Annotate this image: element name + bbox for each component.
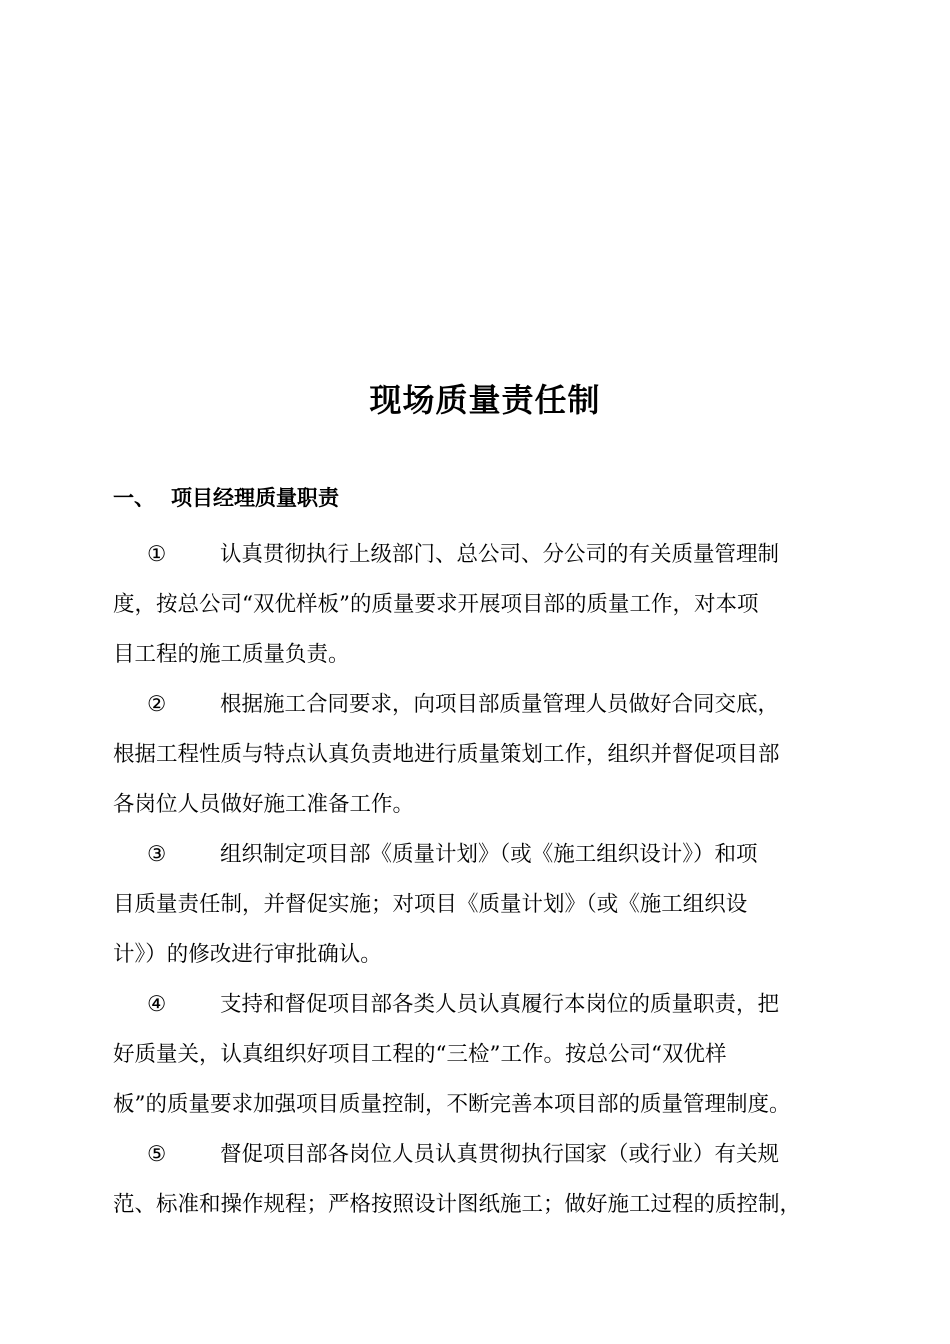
item-line: 根据施工合同要求，向项目部质量管理人员做好合同交底， [220,692,780,717]
item-line: 板”的质量要求加强项目质量控制，不断完善本项目部的质量管理制度。 [113,1092,791,1117]
item-marker: ⑤ [147,1142,167,1167]
list-item [113,530,863,680]
list-item [113,980,863,1130]
section-number: 一、 [113,486,155,510]
list-item [113,1130,863,1230]
item-marker: ④ [147,992,167,1017]
item-line: 各岗位人员做好施工准备工作。 [113,792,415,817]
section-title: 项目经理质量职责 [171,486,339,510]
item-line: 组织制定项目部《质量计划》（或《施工组织设计》）和项 [220,842,758,867]
item-line: 目工程的施工质量负责。 [113,642,350,667]
item-line: 支持和督促项目部各类人员认真履行本岗位的质量职责，把 [220,992,780,1017]
list-item [113,830,863,980]
item-marker: ③ [147,842,167,867]
section-heading [113,482,339,514]
item-line: 督促项目部各岗位人员认真贯彻执行国家（或行业）有关规 [220,1142,780,1167]
item-line: 范、标准和操作规程；严格按照设计图纸施工；做好施工过程的质控制， [113,1192,802,1217]
document-title: 现场质量责任制 [369,381,601,419]
item-line: 认真贯彻执行上级部门、总公司、分公司的有关质量管理制 [220,542,780,567]
body-text [113,530,863,1230]
item-line: 根据工程性质与特点认真负责地进行质量策划工作，组织并督促项目部 [113,742,780,767]
item-line: 目质量责任制，并督促实施；对项目《质量计划》（或《施工组织设 [113,892,748,917]
item-marker: ② [147,692,167,717]
item-marker: ① [147,542,167,567]
item-line: 度，按总公司“双优样板”的质量要求开展项目部的质量工作，对本项 [113,592,759,617]
item-line: 好质量关，认真组织好项目工程的“三检”工作。按总公司“双优样 [113,1042,727,1067]
item-line: 计》）的修改进行审批确认。 [113,942,382,967]
list-item [113,680,863,830]
